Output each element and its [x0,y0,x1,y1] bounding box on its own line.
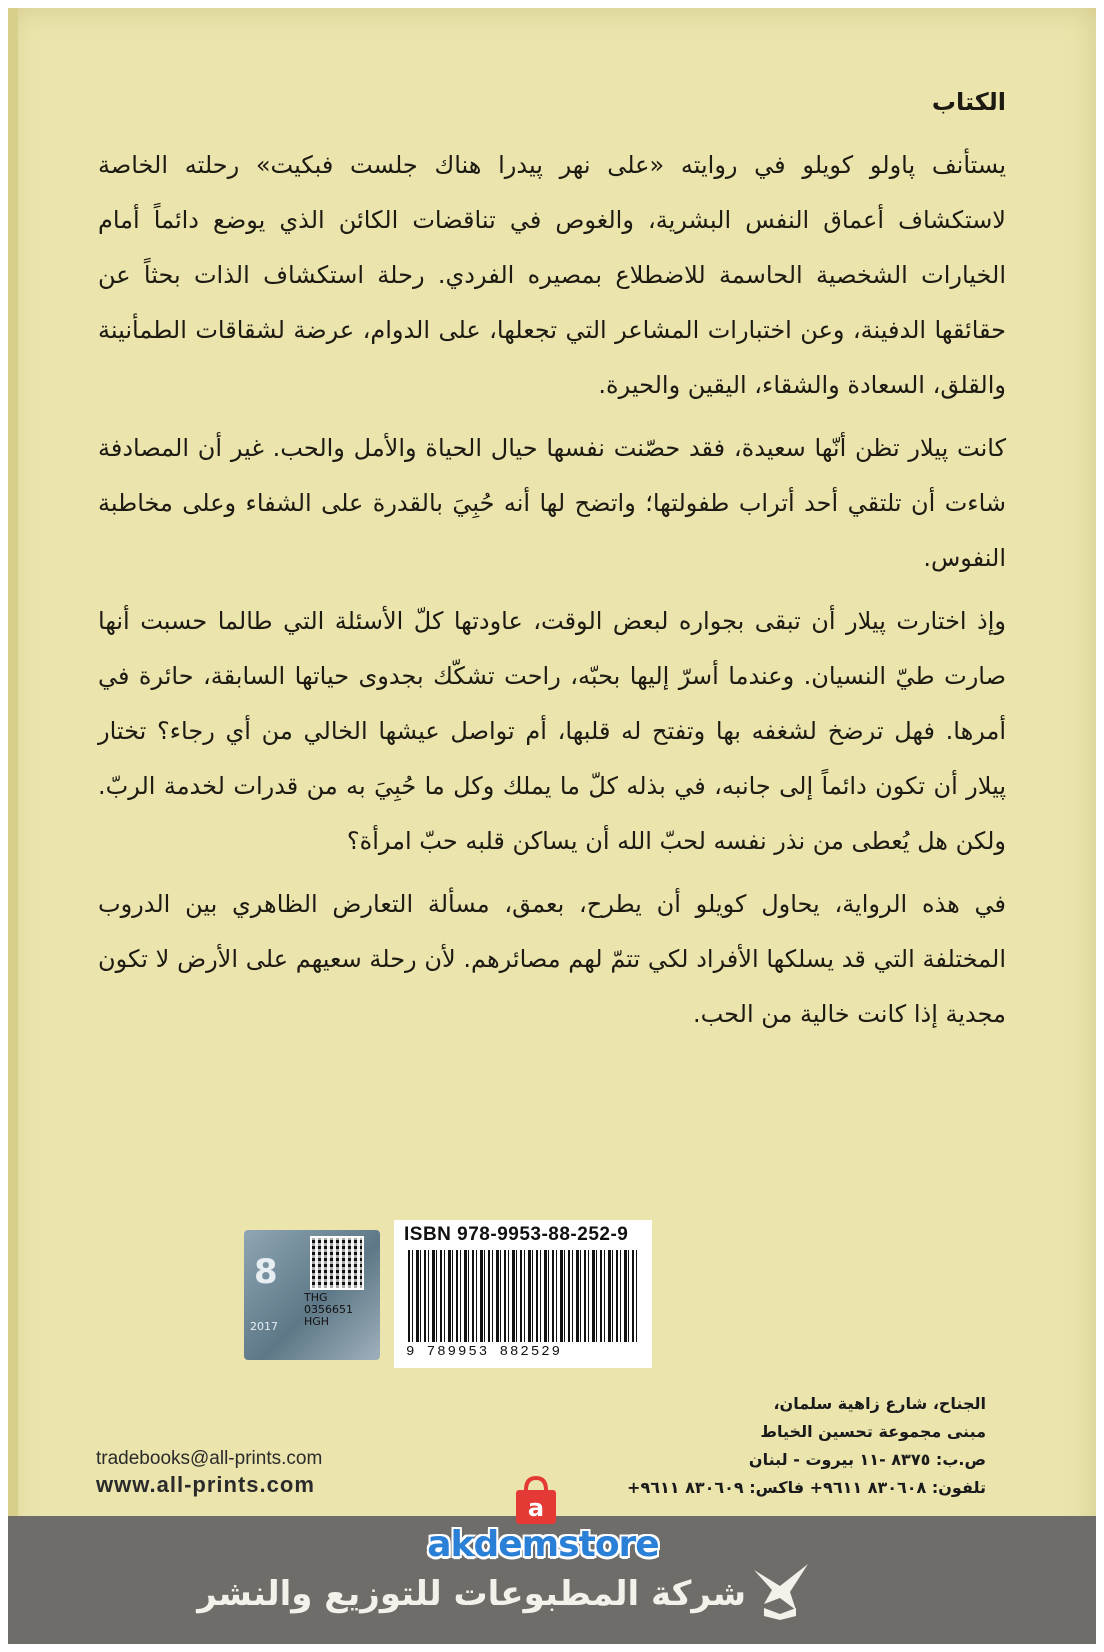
publisher-bird-logo-icon [750,1560,814,1620]
shopping-bag-icon [510,1476,562,1526]
hologram-sticker [244,1230,380,1360]
isbn-text: ISBN 978-9953-88-252-9 [404,1224,629,1245]
sticker-codes [304,1292,353,1328]
qr-code-icon [312,1238,362,1288]
watermark-logo [408,1476,678,1565]
sticker-number: 8 [254,1252,278,1292]
sticker-code-1: THG [304,1291,328,1304]
blurb-paragraph-4: في هذه الرواية، يحاول كويلو أن يطرح، بعمق، مسألة التعارض الظاهري بين الدروب المختلفة التي قد يسلكها الأفراد لكي تتمّ لهم مصائرهم. لأن رحلة سعيهم على الأرض لا تكون مجدية إذا كانت خالية من الحب. [98,890,1006,1028]
blurb-paragraph-2: كانت پيلار تظن أنّها سعيدة، فقد حصّنت نفسها حيال الحياة والأمل والحب. غير أن المصادفة شاءت أن تلتقي أحد أتراب طفولتها؛ واتضح لها أنه حُبِيَ بالقدرة على الشفاء وعلى مخاطبة النفوس. [98,434,1006,572]
sticker-code-3: HGH [304,1315,330,1328]
blurb-paragraph-1: يستأنف پاولو كويلو في روايته «على نهر پيدرا هناك جلست فبكيت» رحلته الخاصة لاستكشاف أعماق النفس البشرية، والغوص في تناقضات الكائن الذي يوضع دائماً أمام الخيارات الشخصية الحاسمة للاضطلاع بمصيره الفردي. رحلة استكشاف الذات بحثاً عن حقائقها الدفينة، وعن اختبارات المشاعر التي تجعلها، على الدوام، عرضة لشقاقات الطمأنينة والقلق، السعادة والشقاء، اليقين والحيرة. [98,151,1006,399]
svg-text:a: a [527,1494,545,1522]
blurb-section [98,88,1006,1050]
barcode-label [394,1220,652,1368]
publisher-name: شركة المطبوعات للتوزيع والنشر [197,1574,746,1614]
address-line-2: مبنى مجموعة تحسين الخياط [760,1422,986,1441]
sticker-code-2: 0356651 [304,1303,353,1316]
publisher-address [627,1390,986,1502]
contact-website: www.all-prints.com [96,1472,315,1497]
contact-email: tradebooks@all-prints.com [96,1448,323,1469]
barcode-digits: 9 789953 882529 [406,1344,563,1360]
section-heading: الكتاب [931,88,1006,116]
barcode-icon [408,1250,638,1342]
watermark-text: akdemstore [427,1524,659,1565]
publisher-contact [96,1448,322,1498]
cover-left-edge [8,8,18,1644]
address-line-1: الجناح، شارع زاهية سلمان، [773,1394,986,1413]
address-line-4: تلفون: ٨٣٠٦٠٨ ٩٦١١+ فاكس: ٨٣٠٦٠٩ ٩٦١١+ [627,1478,986,1497]
address-line-3: ص.ب: ٨٣٧٥ -١١ بيروت - لبنان [748,1450,986,1469]
blurb-paragraph-3: وإذ اختارت پيلار أن تبقى بجواره لبعض الوقت، عاودتها كلّ الأسئلة التي طالما حسبت أنها صارت طيّ النسيان. وعندما أسرّ إليها بحبّه، راحت تشكّك بجدوى حياتها السابقة، حائرة في أمرها. فهل ترضخ لشغفه بها وتفتح له قلبها، أم تواصل عيشها الخالي من أي رجاء؟ تختار پيلار أن تكون دائماً إلى جانبه، في بذله كلّ ما يملك وكل ما حُبِيَ به من قدرات لخدمة الربّ. ولكن هل يُعطى من نذر نفسه لحبّ الله أن يساكن قلبه حبّ امرأة؟ [98,607,1006,855]
sticker-year: 2017 [250,1320,278,1333]
book-back-cover [8,8,1096,1644]
